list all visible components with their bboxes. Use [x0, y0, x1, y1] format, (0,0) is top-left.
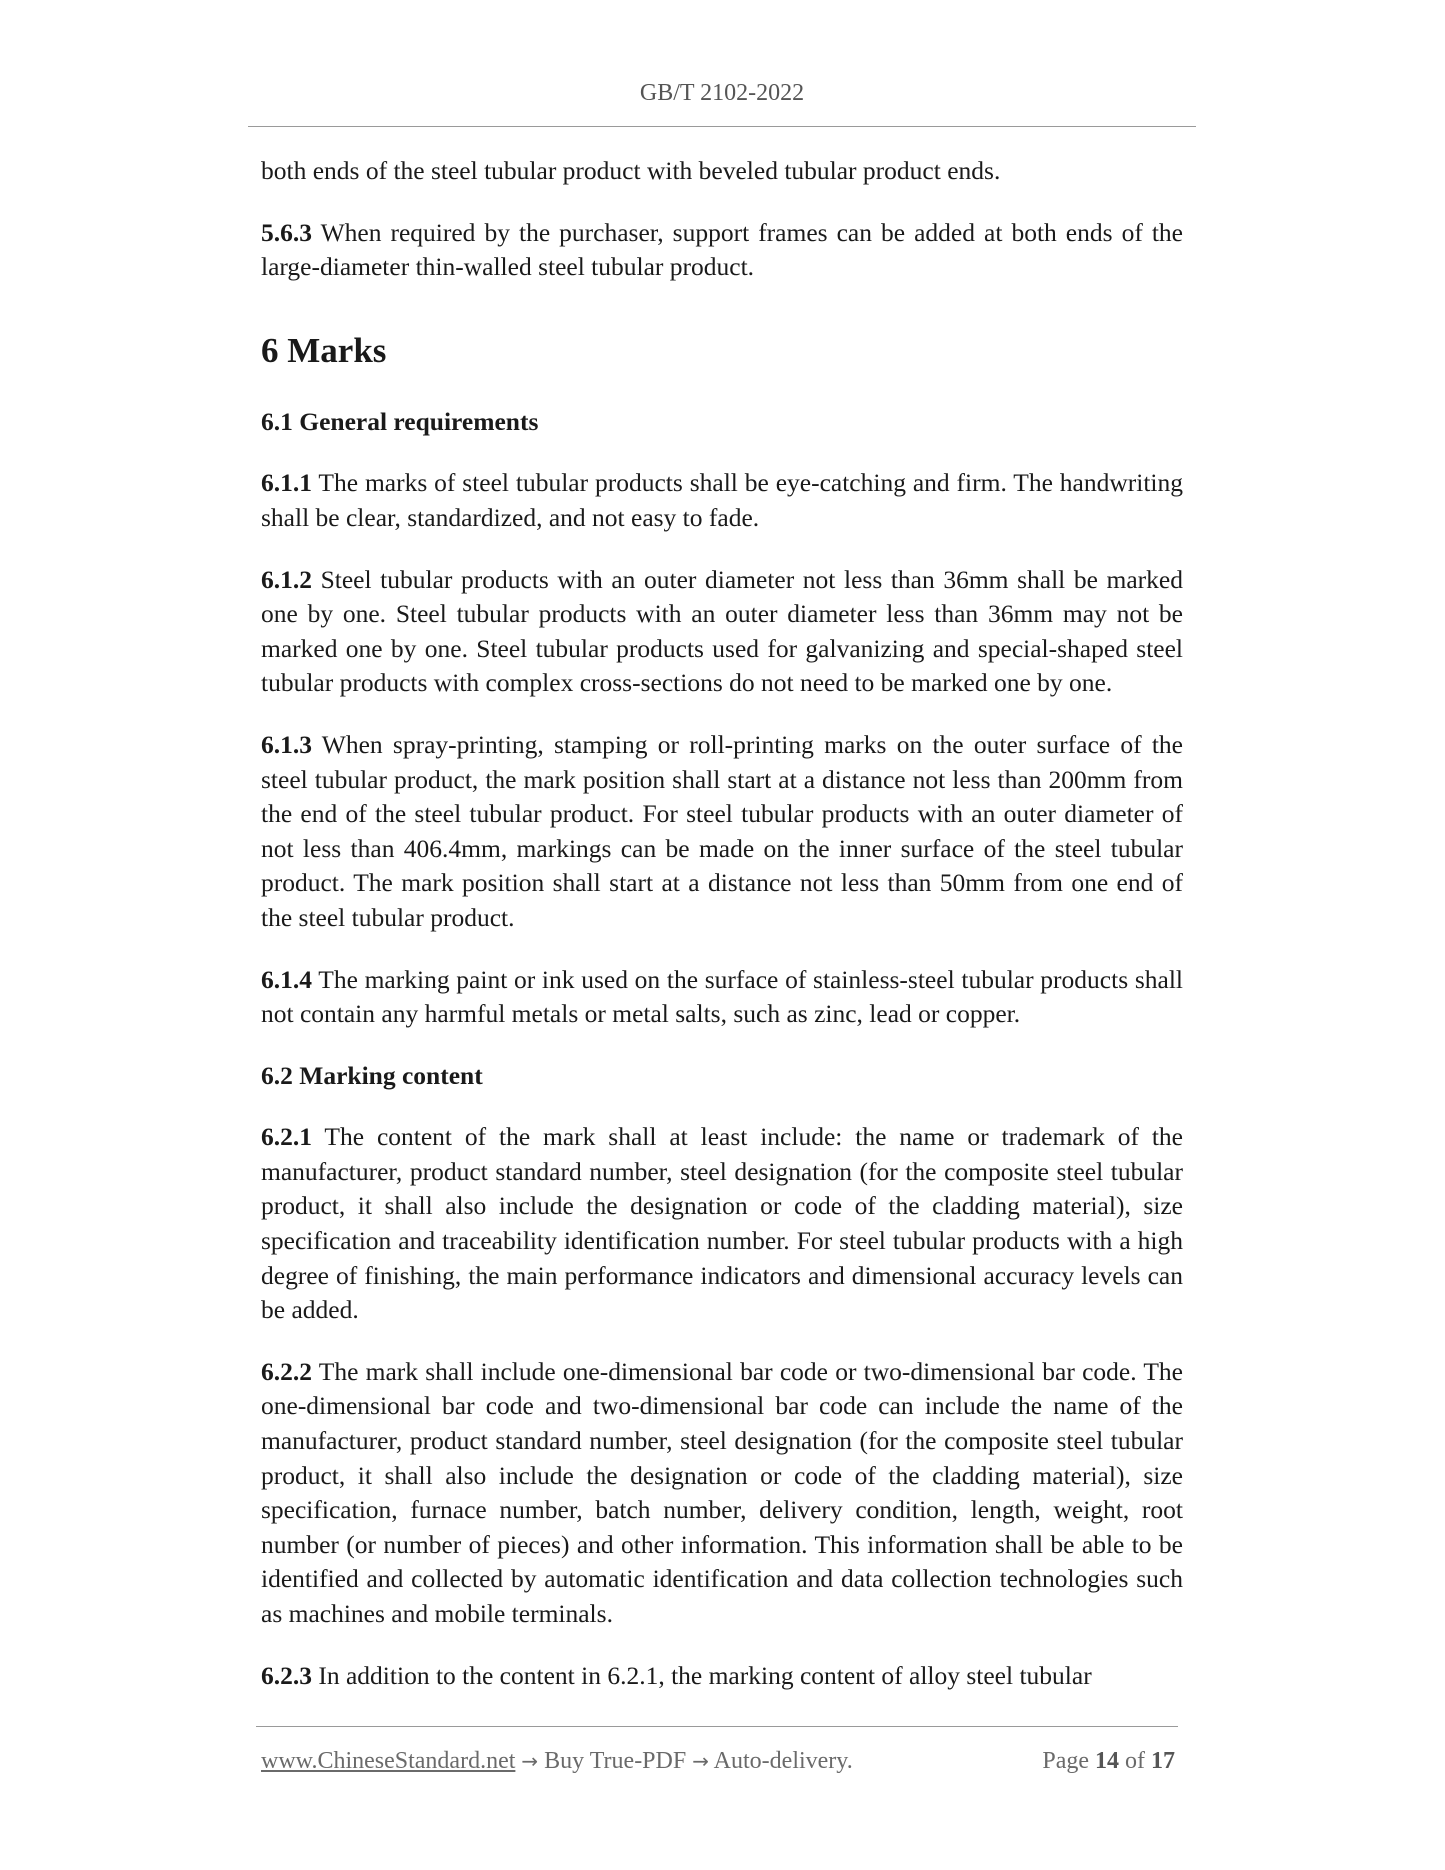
- clause-text: The content of the mark shall at least include: the name or trademark of the manufacturer, product standard number, steel designation (for the composite steel tubular product, it shall also include the designation or code of the cladding material), size specification and traceability identification number. For steel tubular products with a high degree of finishing, the main performance indicators and dimensional accuracy levels can be added.: [261, 1122, 1183, 1325]
- clause-6-1-4: [261, 963, 1183, 1032]
- clause-5-6-3: [261, 216, 1183, 285]
- clause-text: When required by the purchaser, support frames can be added at both ends of the large-diameter thin-walled steel tubular product.: [261, 217, 1183, 282]
- total-page-count: 17: [1151, 1748, 1175, 1774]
- paragraph-continuation: both ends of the steel tubular product with beveled tubular product ends.: [261, 156, 1001, 185]
- section-heading-6-2: 6.2 Marking content: [261, 1060, 483, 1090]
- document-header-id: GB/T 2102-2022: [639, 80, 805, 106]
- clause-6-2-2: [261, 1355, 1183, 1632]
- section-heading-6-1: 6.1 General requirements: [261, 406, 539, 436]
- chinesestandard-link[interactable]: www.ChineseStandard.net: [261, 1748, 516, 1774]
- buy-true-pdf-text: Buy True-PDF: [544, 1748, 687, 1774]
- clause-text: The marking paint or ink used on the surface of stainless-steel tubular products shall not contain any harmful metals or metal salts, such as zinc, lead or copper.: [261, 964, 1183, 1029]
- clause-6-2-1: [261, 1120, 1183, 1328]
- clause-number: 6.2.2: [261, 1356, 312, 1386]
- of-label: of: [1125, 1748, 1145, 1774]
- document-body: [261, 154, 1183, 1720]
- clause-number: 6.1.1: [261, 468, 312, 498]
- clause-text: The marks of steel tubular products shall be eye-catching and firm. The handwriting shall be clear, standardized, and not easy to fade.: [261, 468, 1183, 532]
- header-divider: [248, 126, 1196, 127]
- clause-number: 6.2.1: [261, 1122, 312, 1152]
- clause-number: 6.1.2: [261, 564, 312, 594]
- footer-promo: [261, 1748, 853, 1775]
- clause-6-2-3: [261, 1659, 1183, 1694]
- arrow-right-icon: →: [521, 1749, 539, 1773]
- page-indicator: [1042, 1748, 1175, 1775]
- page-label: Page: [1042, 1748, 1089, 1774]
- clause-6-1-2: [261, 563, 1183, 701]
- clause-text: In addition to the content in 6.2.1, the marking content of alloy steel tubular: [312, 1660, 1092, 1690]
- arrow-right-icon: →: [692, 1749, 709, 1773]
- clause-text: The mark shall include one-dimensional bar code or two-dimensional bar code. The one-dimensional bar code and two-dimensional bar code can include the name of the manufacturer, product standard number, steel designation (for the composite steel tubular product, it shall also include the designation or code of the cladding material), size specification, furnace number, batch number, delivery condition, length, weight, root number (or number of pieces) and other information. This information shall be able to be identified and collected by automatic identification and data collection technologies such as machines and mobile terminals.: [261, 1356, 1183, 1628]
- clause-number: 6.1.3: [261, 729, 312, 759]
- clause-number: 5.6.3: [261, 217, 312, 247]
- clause-text: Steel tubular products with an outer diameter not less than 36mm shall be marked one by one. Steel tubular products with an outer diameter less than 36mm may not be marked one by one. Steel tubular products used for galvanizing and special-shaped steel tubular products with complex cross-sections do not need to be marked one by one.: [261, 564, 1183, 698]
- clause-6-1-3: [261, 728, 1183, 936]
- clause-number: 6.1.4: [261, 964, 312, 994]
- clause-6-1-1: [261, 466, 1183, 535]
- chapter-heading-marks: 6 Marks: [261, 330, 387, 370]
- clause-text: When spray-printing, stamping or roll-printing marks on the outer surface of the steel tubular product, the mark position shall start at a distance not less than 200mm from the end of the steel tubular product. For steel tubular products with an outer diameter of not less than 406.4mm, markings can be made on the inner surface of the steel tubular product. The mark position shall start at a distance not less than 50mm from one end of the steel tubular product.: [261, 729, 1183, 932]
- current-page-number: 14: [1095, 1748, 1119, 1774]
- auto-delivery-text: Auto-delivery.: [713, 1748, 853, 1774]
- clause-number: 6.2.3: [261, 1660, 312, 1690]
- footer-divider: [256, 1726, 1178, 1727]
